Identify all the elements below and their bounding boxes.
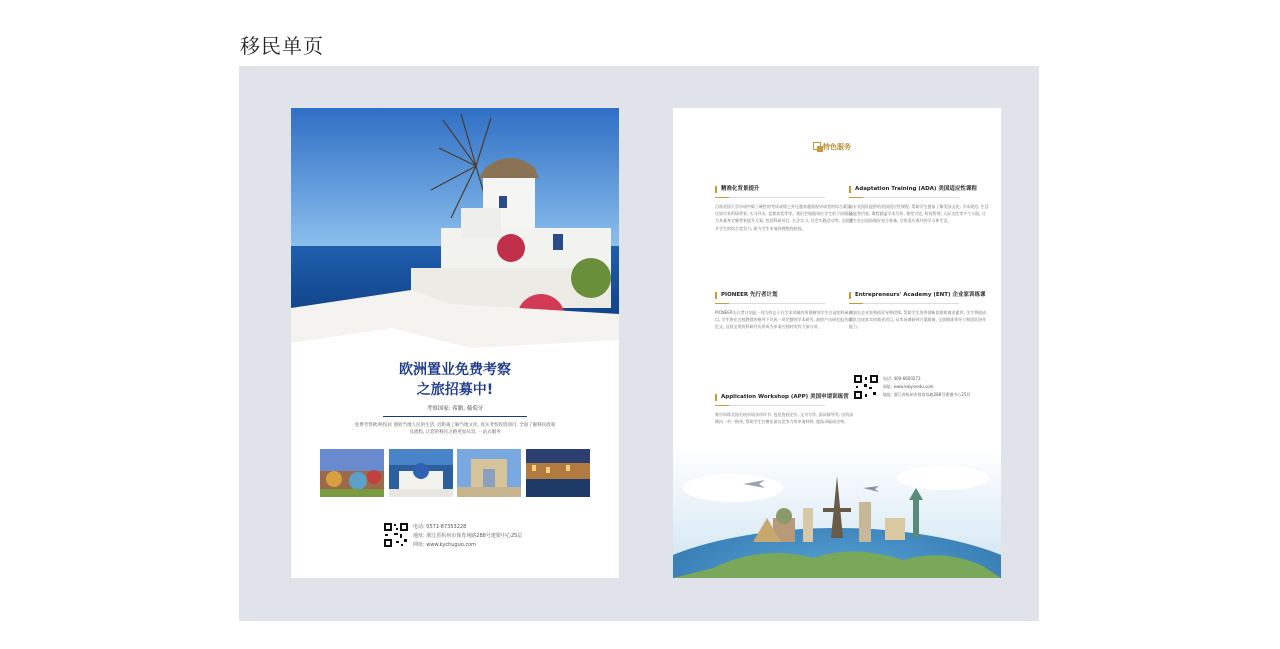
contact-website: 网址: www.kychuguo.com <box>413 542 477 548</box>
headline <box>291 360 619 400</box>
service-block <box>715 292 855 331</box>
service-body: PIONEER先行者计划是一项为有志于在学术领域有所建树的学生打造的科研项目, 学生将在名校教授的指导下完成一项完整的学术研究, 最终产出研究报告或论文, 这段宝贵的科研经历将成为申请名校时的有力加分项。 <box>715 310 853 330</box>
service-title: Entrepreneurs' Academy (ENT) 企业家训练课 <box>849 292 989 299</box>
service-body: 集中训练美国名校申请各项环节, 包括选校定位, 文书写作, 面试辅导等, 由资深顾问一对一指导, 帮助学生打磨出最具竞争力的申请材料, 提高录取成功率。 <box>715 412 854 425</box>
service-divider <box>715 303 825 304</box>
contact-website: 网址: www.kaiyinedu.com <box>883 384 934 389</box>
service-block <box>715 186 855 232</box>
contact-address: 地址: 浙江省杭州市体育场路288号建银中心25层 <box>883 392 971 397</box>
intro-text: 免费考察欧洲名国: 感验当地人民的生活, 近距离了解当地文化, 真实考察投资项目, 全面了解移民政策及流程, 让您的移民之路更加从容, 一站式服务 <box>354 423 556 435</box>
service-divider <box>715 197 825 198</box>
services-title: 特色服务 <box>823 143 851 151</box>
thumbnail-park-guell <box>320 449 384 497</box>
tagline-divider <box>383 416 527 417</box>
headline-line-1: 欧洲置业免费考察 <box>399 362 511 378</box>
service-title: Application Workshop (APP) 美国申请训练营 <box>715 394 855 401</box>
service-body: 由知名企业家和创业导师授课, 帮助学生培养创新思维和商业素养, 学生将组成团队完成真实的商业项目, 从市场调研到方案路演, 全面锻炼领导力和团队协作能力。 <box>849 310 987 330</box>
service-title: Adaptation Training (ADA) 美国适应性课程 <box>849 186 989 193</box>
page-title: 移民单页 <box>240 34 324 58</box>
contact-address: 地址: 浙江省杭州市体育场路288号建银中心25层 <box>413 533 523 539</box>
contact-phone: 电话: 400-6600273 <box>883 376 921 381</box>
world-landmarks-illustration <box>673 448 1001 578</box>
service-divider <box>715 405 825 406</box>
flyer-back <box>673 108 1001 578</box>
service-block <box>849 292 989 331</box>
service-body: 由专业团队提供的美国适应性课程, 帮助学生提前了解美国文化, 学术规范, 生活技能等内容, 课程涵盖学术写作, 课堂讨论, 时间管理, 人际交往等多个方面, 让学生在出国前做好充分准备, 尽快适应海外的学习和生活。 <box>849 204 989 224</box>
back-contact <box>853 374 993 404</box>
hero-image-santorini <box>291 108 619 358</box>
contact-lines <box>413 523 593 550</box>
service-title: PIONEER 先行者计划 <box>715 292 855 299</box>
thumbnail-lisbon-arch <box>457 449 521 497</box>
thumbnail-porto-night <box>526 449 590 497</box>
front-contact <box>383 522 583 552</box>
photo-strip <box>320 449 590 497</box>
contact-lines <box>883 375 1001 399</box>
service-divider <box>849 303 959 304</box>
thumbnail-santorini <box>389 449 453 497</box>
contact-phone: 电话: 0571-87353228 <box>413 524 467 530</box>
preview-stage <box>239 66 1039 621</box>
qr-code-icon[interactable] <box>383 522 409 548</box>
tagline: 考察国家: 希腊, 葡萄牙 <box>426 406 484 412</box>
headline-line-2: 之旅招募中! <box>416 382 494 398</box>
flyer-front <box>291 108 619 578</box>
qr-code-icon[interactable] <box>853 374 879 400</box>
service-divider <box>849 197 959 198</box>
service-block <box>849 186 989 225</box>
service-title: 精准化背景提升 <box>715 186 855 193</box>
service-body: 目前美国大学申请中除了硬性的考试成绩之外还越来越重视申请者的综合素质, 比如学术科研背景, 实习经历, 竞赛获奖等等。我们会根据每位学生的不同情况为其量身定制背景提升方案, 包括科研项目, 名企实习, 社会实践活动等, 全面提升学生的综合竞争力, 助力学生申请到理想的院校。 <box>715 204 854 231</box>
service-block <box>715 394 855 425</box>
